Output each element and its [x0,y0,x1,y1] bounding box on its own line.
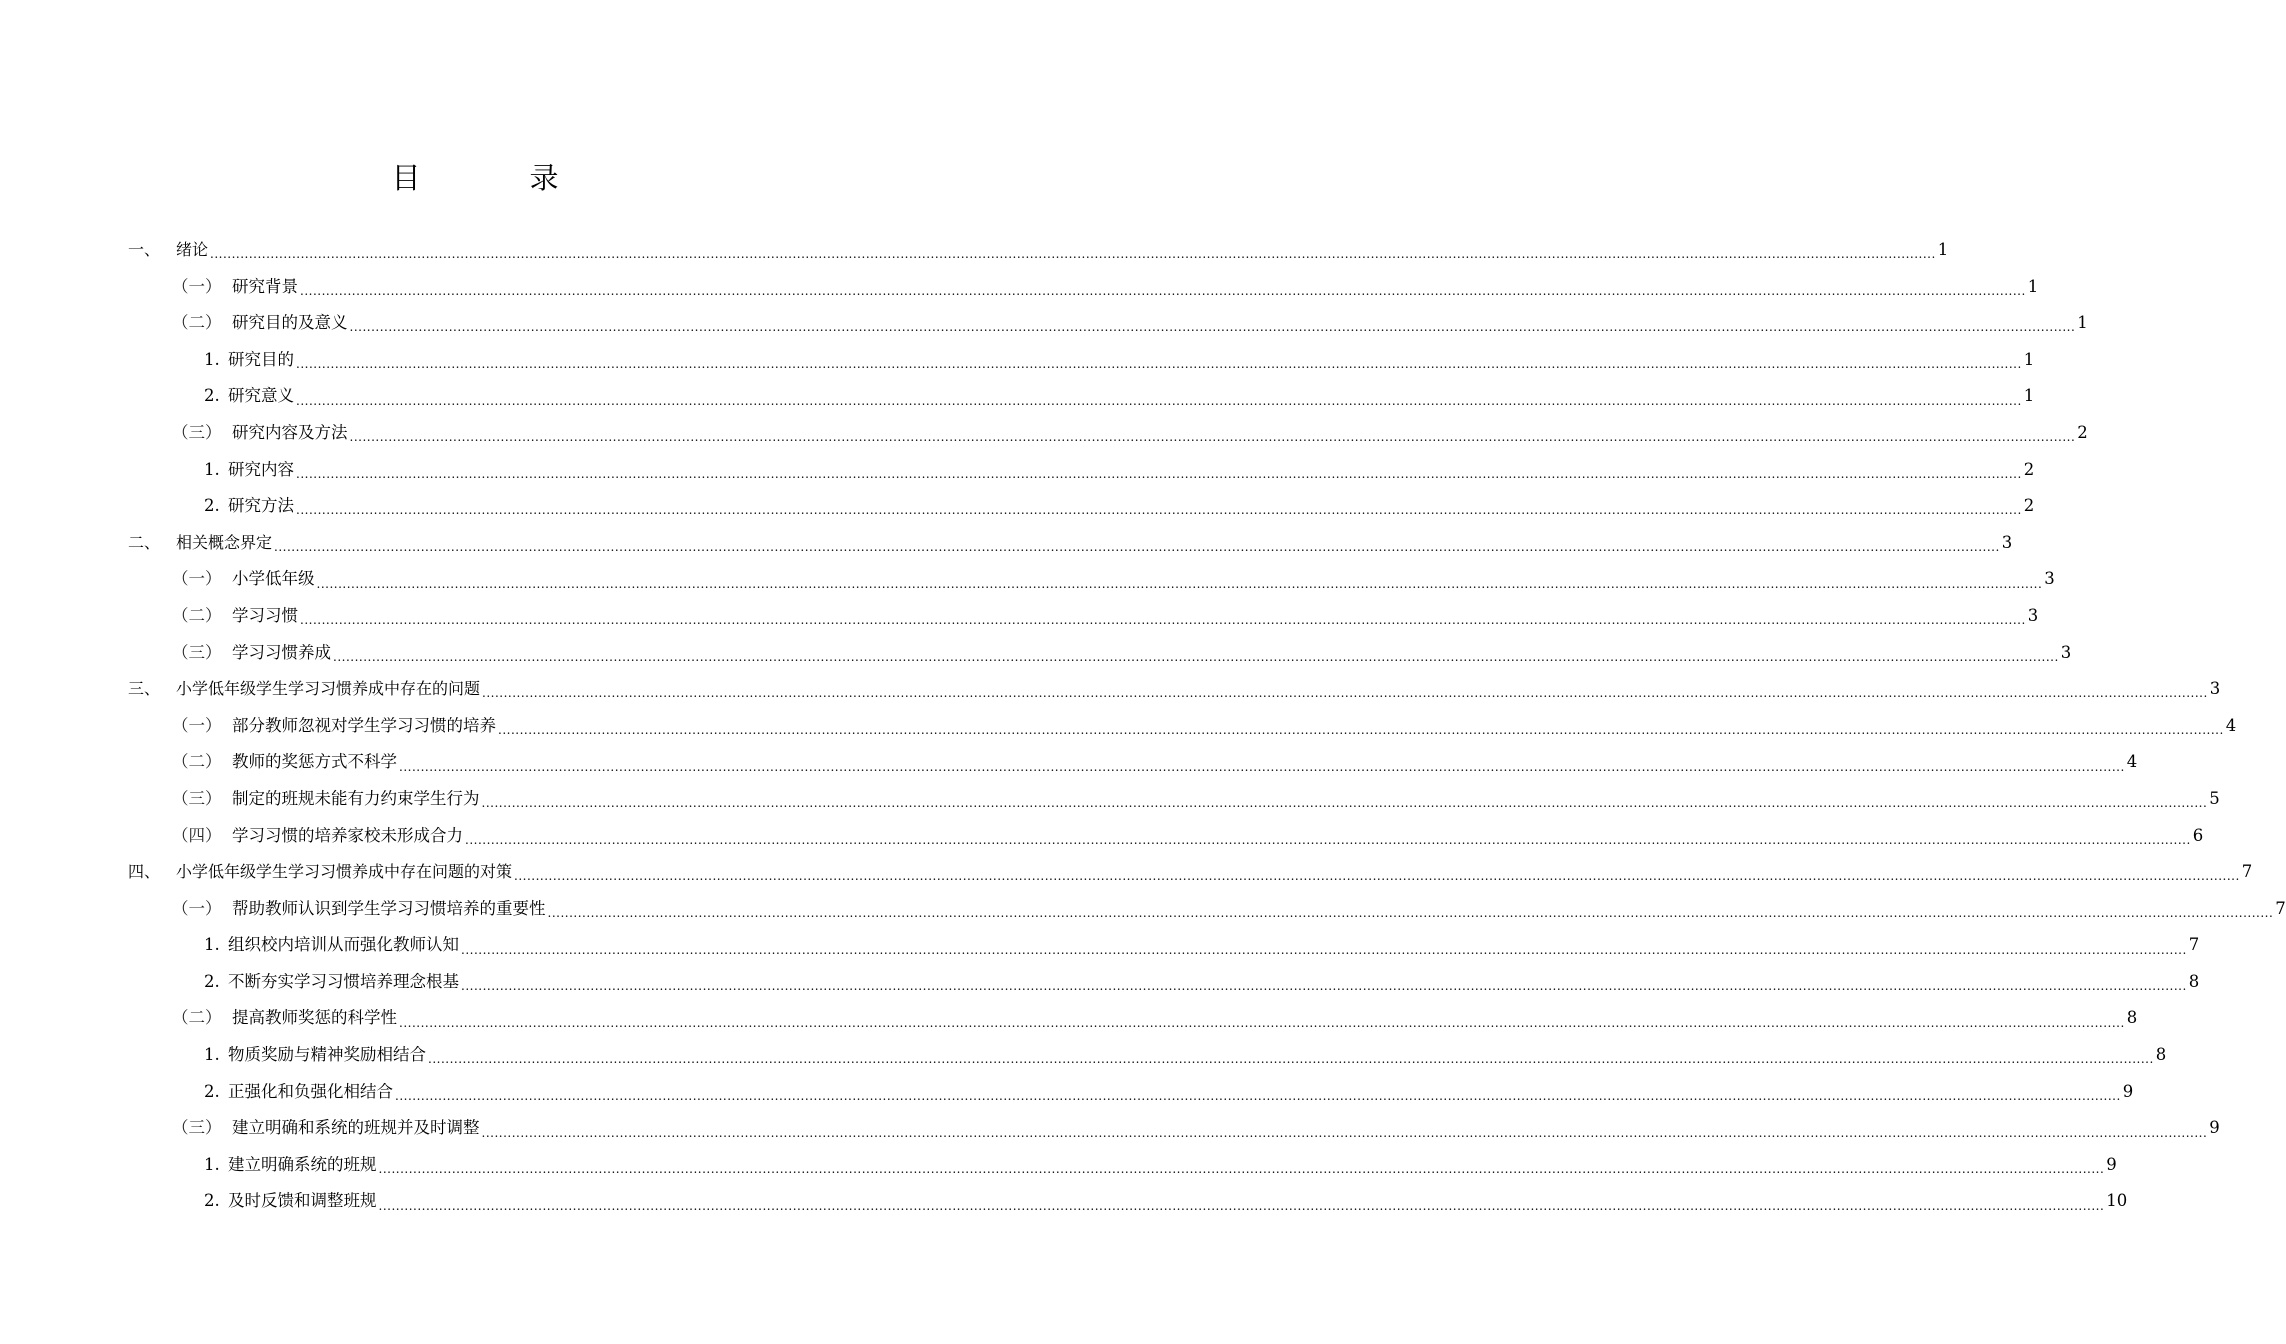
toc-entry-label: 小学低年级 [232,569,315,589]
toc-entry-page-number: 2 [2023,496,2035,516]
toc-entry-inner [204,452,2035,489]
toc-entry-label: 提高教师奖惩的科学性 [232,1008,397,1028]
toc-entry-page-number: 4 [2225,715,2237,735]
toc-entry-label: 绪论 [176,240,209,259]
toc-entry-label: 研究内容 [228,459,294,479]
toc-dot-leader: ................................................................................................................................................................................................................................................................................................................................................................................................................ [428,1052,2154,1067]
toc-entry-number: （一） [172,715,222,735]
toc-entry-number: 2. [204,496,220,516]
toc-entry-label: 研究内容及方法 [232,422,348,442]
toc-entry-inner [204,964,2200,1001]
toc-dot-leader: ................................................................................................................................................................................................................................................................................................................................................................................................................ [296,357,2022,372]
toc-entry[interactable] [0,561,2055,598]
toc-dot-leader: ................................................................................................................................................................................................................................................................................................................................................................................................................ [481,796,2208,811]
toc-dot-leader: ................................................................................................................................................................................................................................................................................................................................................................................................................ [378,1162,2105,1177]
toc-entry-label: 研究意义 [228,386,294,406]
toc-dot-leader: ................................................................................................................................................................................................................................................................................................................................................................................................................ [547,905,2274,920]
toc-entry-page-number: 3 [2001,532,2013,552]
toc-entry-label: 学习习惯 [232,605,298,625]
toc-entry[interactable] [0,781,2220,818]
toc-entry-inner [204,378,2035,415]
toc-entry-inner [172,269,2039,306]
toc-entry-number: 2. [204,1191,220,1211]
toc-entry-inner [204,342,2035,379]
toc-dot-leader: ................................................................................................................................................................................................................................................................................................................................................................................................................ [399,759,2125,774]
toc-entry[interactable] [0,305,2088,342]
toc-entry-inner [172,415,2088,452]
toc-dot-leader: ................................................................................................................................................................................................................................................................................................................................................................................................................ [498,723,2224,738]
toc-entry-label: 及时反馈和调整班规 [228,1191,377,1211]
toc-entry-label: 教师的奖惩方式不科学 [232,752,397,772]
toc-entry-page-number: 3 [2027,605,2039,625]
toc-entry-number: （二） [172,313,222,333]
toc-entry-label: 帮助教师认识到学生学习习惯培养的重要性 [232,898,546,918]
toc-entry-number: （二） [172,605,222,625]
toc-entry-label: 研究目的 [228,349,294,369]
toc-entry-label: 不断夯实学习习惯培养理念根基 [228,971,459,991]
table-of-contents [0,232,2286,1220]
toc-entry-page-number: 1 [2023,349,2035,369]
toc-entry[interactable] [0,964,2200,1001]
toc-title: 目 录 [391,161,599,195]
toc-entry-number: （二） [172,752,222,772]
toc-dot-leader: ................................................................................................................................................................................................................................................................................................................................................................................................................ [300,613,2026,628]
toc-entry-page-number: 3 [2044,569,2055,589]
toc-entry-inner [172,818,2204,855]
toc-entry-number: （一） [172,569,222,589]
toc-entry-page-number: 7 [2241,862,2253,882]
toc-entry[interactable] [0,452,2035,489]
toc-dot-leader: ................................................................................................................................................................................................................................................................................................................................................................................................................ [481,1125,2208,1140]
toc-entry[interactable] [0,1183,2128,1220]
toc-dot-leader: ................................................................................................................................................................................................................................................................................................................................................................................................................ [300,283,2026,298]
toc-entry-label: 研究方法 [228,496,294,516]
toc-entry-inner [172,781,2220,818]
toc-entry-inner [172,598,2039,635]
toc-dot-leader: ................................................................................................................................................................................................................................................................................................................................................................................................................ [210,247,1936,262]
toc-entry-page-number: 1 [2023,386,2035,406]
toc-entry-inner [128,854,2253,891]
toc-entry[interactable] [0,488,2035,525]
toc-dot-leader: ................................................................................................................................................................................................................................................................................................................................................................................................................ [296,393,2022,408]
toc-entry[interactable] [0,671,2221,708]
toc-entry[interactable] [0,1037,2167,1074]
toc-entry-number: （四） [172,825,222,845]
toc-entry-number: （一） [172,898,222,918]
toc-entry-inner [172,561,2055,598]
toc-entry-page-number: 1 [2027,276,2039,296]
toc-entry[interactable] [0,525,2013,562]
toc-entry[interactable] [0,415,2088,452]
toc-dot-leader: ................................................................................................................................................................................................................................................................................................................................................................................................................ [296,503,2022,518]
toc-entry[interactable] [0,598,2039,635]
toc-entry-inner [204,1183,2128,1220]
toc-dot-leader: ................................................................................................................................................................................................................................................................................................................................................................................................................ [465,832,2191,847]
toc-entry[interactable] [0,854,2253,891]
toc-entry-inner [204,1147,2117,1184]
toc-dot-leader: ................................................................................................................................................................................................................................................................................................................................................................................................................ [399,1015,2125,1030]
toc-dot-leader: ................................................................................................................................................................................................................................................................................................................................................................................................................ [378,1198,2105,1213]
toc-entry[interactable] [0,378,2035,415]
toc-entry-number: （三） [172,1118,222,1138]
toc-entry[interactable] [0,342,2035,379]
toc-entry[interactable] [0,708,2237,745]
toc-entry-number: （三） [172,642,222,662]
toc-entry-inner [204,488,2035,525]
toc-entry-page-number: 6 [2192,825,2204,845]
toc-entry[interactable] [0,1000,2138,1037]
toc-dot-leader: ................................................................................................................................................................................................................................................................................................................................................................................................................ [349,430,2076,445]
toc-entry-label: 制定的班规未能有力约束学生行为 [232,788,480,808]
toc-entry[interactable] [0,232,1949,269]
toc-dot-leader: ................................................................................................................................................................................................................................................................................................................................................................................................................ [274,540,2000,555]
toc-entry-page-number: 8 [2126,1008,2138,1028]
toc-entry-number: （二） [172,1008,222,1028]
toc-entry-number: （三） [172,788,222,808]
toc-entry-number: 2. [204,386,220,406]
toc-entry-inner [204,927,2200,964]
toc-entry-page-number: 2 [2077,422,2088,442]
toc-dot-leader: ................................................................................................................................................................................................................................................................................................................................................................................................................ [461,979,2187,994]
toc-entry-label: 小学低年级学生学习习惯养成中存在的问题 [176,679,481,699]
toc-entry[interactable] [0,927,2200,964]
toc-entry[interactable] [0,818,2204,855]
toc-entry-page-number: 1 [2077,313,2088,333]
toc-entry-number: 二、 [128,532,161,552]
toc-entry-page-number: 8 [2188,971,2200,991]
toc-entry-inner [128,525,2013,562]
toc-entry-number: 1. [204,1045,220,1065]
toc-entry-inner [172,305,2088,342]
toc-entry-label: 研究背景 [232,276,298,296]
toc-entry-page-number: 7 [2188,935,2200,955]
toc-entry[interactable] [0,891,2286,928]
toc-entry-page-number: 9 [2106,1154,2117,1174]
toc-dot-leader: ................................................................................................................................................................................................................................................................................................................................................................................................................ [514,869,2240,884]
toc-dot-leader: ................................................................................................................................................................................................................................................................................................................................................................................................................ [333,649,2059,664]
toc-entry-inner [172,891,2286,928]
toc-entry-inner [172,1000,2138,1037]
toc-entry-number: 三、 [128,679,161,699]
toc-entry-number: 2. [204,971,220,991]
toc-entry-label: 相关概念界定 [176,532,273,552]
toc-entry-inner [172,635,2072,672]
toc-entry-page-number: 5 [2209,788,2220,808]
toc-entry-number: 一、 [128,240,161,259]
toc-entry-number: 1. [204,349,220,369]
toc-entry-number: 2. [204,1081,220,1101]
toc-entry-page-number: 9 [2209,1118,2220,1138]
toc-dot-leader: ................................................................................................................................................................................................................................................................................................................................................................................................................ [461,942,2187,957]
toc-entry-label: 部分教师忽视对学生学习习惯的培养 [232,715,496,735]
toc-entry-page-number: 8 [2155,1045,2167,1065]
toc-entry-page-number: 9 [2122,1081,2134,1101]
toc-entry-inner [204,1037,2167,1074]
toc-entry-label: 学习习惯的培养家校未形成合力 [232,825,463,845]
toc-entry-inner [172,708,2237,745]
toc-entry[interactable] [0,269,2039,306]
toc-entry-page-number: 3 [2209,679,2221,699]
toc-entry[interactable] [0,1147,2117,1184]
toc-entry-number: 四、 [128,862,161,882]
toc-entry-number: 1. [204,935,220,955]
toc-entry-label: 物质奖励与精神奖励相结合 [228,1045,426,1065]
toc-entry-page-number: 10 [2106,1191,2128,1211]
toc-entry-label: 组织校内培训从而强化教师认知 [228,935,459,955]
toc-entry-inner [128,671,2221,708]
toc-entry-number: （三） [172,422,222,442]
toc-entry-page-number: 3 [2060,642,2072,662]
toc-entry-number: 1. [204,459,220,479]
toc-entry-label: 正强化和负强化相结合 [228,1081,393,1101]
toc-dot-leader: ................................................................................................................................................................................................................................................................................................................................................................................................................ [316,576,2043,591]
toc-entry-label: 研究目的及意义 [232,313,348,333]
toc-dot-leader: ................................................................................................................................................................................................................................................................................................................................................................................................................ [296,466,2022,481]
toc-entry-page-number: 1 [1937,240,1949,259]
toc-dot-leader: ................................................................................................................................................................................................................................................................................................................................................................................................................ [349,320,2076,335]
toc-dot-leader: ................................................................................................................................................................................................................................................................................................................................................................................................................ [395,1088,2121,1103]
toc-dot-leader: ................................................................................................................................................................................................................................................................................................................................................................................................................ [482,686,2208,701]
toc-entry[interactable] [0,1074,2134,1111]
toc-entry-label: 建立明确和系统的班规并及时调整 [232,1118,480,1138]
toc-entry-page-number: 2 [2023,459,2035,479]
toc-entry-number: 1. [204,1154,220,1174]
toc-entry-inner [172,744,2138,781]
toc-entry[interactable] [0,1110,2220,1147]
toc-entry-inner [128,232,1949,269]
toc-entry-label: 小学低年级学生学习习惯养成中存在问题的对策 [176,862,513,882]
toc-entry-inner [204,1074,2134,1111]
toc-entry-page-number: 7 [2275,898,2286,918]
toc-entry-page-number: 4 [2126,752,2138,772]
toc-entry-inner [172,1110,2220,1147]
toc-entry[interactable] [0,744,2138,781]
toc-entry-label: 学习习惯养成 [232,642,331,662]
toc-entry-number: （一） [172,276,222,296]
toc-entry-label: 建立明确系统的班规 [228,1154,377,1174]
toc-entry[interactable] [0,635,2072,672]
